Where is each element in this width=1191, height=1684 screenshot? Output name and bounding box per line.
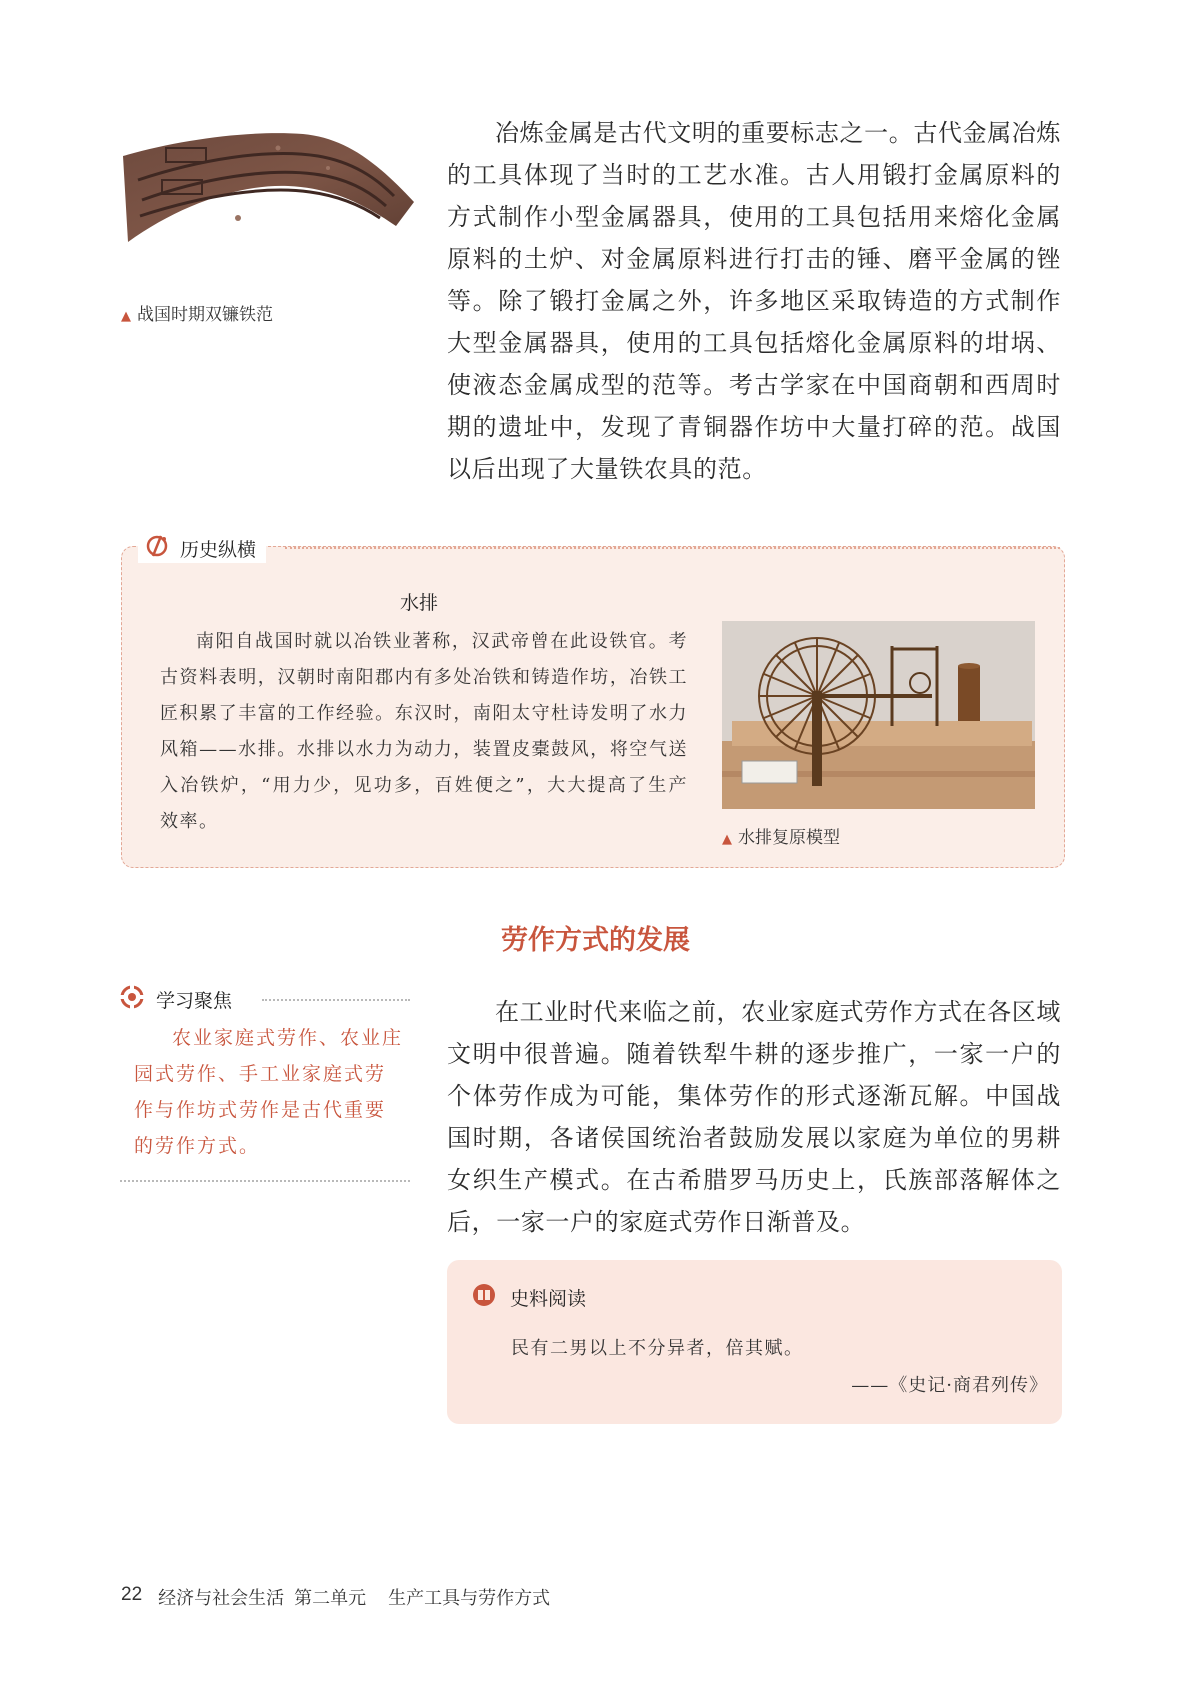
source-quote: 民有二男以上不分异者，倍其赋。 <box>511 1338 804 1359</box>
waterwheel-model-photo <box>722 621 1035 809</box>
learning-focus-text: 农业家庭式劳作、农业庄园式劳作、手工业家庭式劳作与作坊式劳作是古代重要的劳作方式。 <box>134 1027 404 1157</box>
learning-focus-bottom-divider <box>120 1180 410 1182</box>
source-reading-label: 史料阅读 <box>510 1287 587 1310</box>
caption-triangle-icon: ▲ <box>121 309 131 324</box>
mold-caption: ▲ 战国时期双镰铁范 <box>121 305 273 325</box>
history-icon <box>144 533 170 563</box>
paragraph-metal-smelting: 冶炼金属是古代文明的重要标志之一。古代金属冶炼的工具体现了当时的工艺水准。古人用锻打金属原料的方式制作小型金属器具，使用的工具包括用来熔化金属原料的土炉、对金属原料进行打击的锤、磨平金属的锉等。除了锻打金属之外，许多地区采取铸造的方式制作大型金属器具，使用的工具包括熔化金属原料的坩埚、使液态金属成型的范等。考古学家在中国商朝和西周时期的遗址中，发现了青铜器作坊中大量打碎的范。战国以后出现了大量铁农具的范。 <box>447 119 1061 483</box>
unit-label: 第二单元 <box>294 1588 367 1609</box>
history-box-text: 南阳自战国时就以冶铁业著称，汉武帝曾在此设铁官。考古资料表明，汉朝时南阳郡内有多处冶铁和铸造作坊，冶铁工匠积累了丰富的工作经验。东汉时，南阳太守杜诗发明了水力风箱——水排。水排以水力为动力，装置皮橐鼓风，将空气送入冶铁炉，“用力少，见功多，百姓便之”，大大提高了生产效率。 <box>160 631 688 832</box>
learning-focus-label: 学习聚焦 <box>156 989 233 1012</box>
source-citation: ——《史记·商君列传》 <box>851 1375 1048 1396</box>
section-heading: 劳作方式的发展 <box>501 925 690 956</box>
unit-title: 生产工具与劳作方式 <box>388 1588 551 1609</box>
target-icon <box>120 985 144 1013</box>
book-icon <box>472 1283 496 1311</box>
source-reading-header <box>472 1283 586 1311</box>
waterwheel-caption: ▲ 水排复原模型 <box>722 828 840 848</box>
learning-focus-divider <box>262 999 410 1001</box>
iron-mold-photo <box>118 118 418 268</box>
learning-focus-header <box>120 985 232 1013</box>
caption-triangle-icon: ▲ <box>722 832 732 847</box>
history-box-header <box>138 533 266 563</box>
paragraph-labor-methods: 在工业时代来临之前，农业家庭式劳作方式在各区域文明中很普遍。随着铁犁牛耕的逐步推广，一家一户的个体劳作成为可能，集体劳作的形式逐渐瓦解。中国战国时期，各诸侯国统治者鼓励发展以家庭为单位的男耕女织生产模式。在古希腊罗马历史上，氏族部落解体之后，一家一户的家庭式劳作日渐普及。 <box>447 998 1061 1236</box>
history-box-divider <box>285 547 1060 549</box>
book-title: 经济与社会生活 <box>158 1588 285 1609</box>
page-footer <box>121 1584 550 1610</box>
page-number: 22 <box>121 1584 143 1605</box>
history-box-title: 水排 <box>400 592 439 614</box>
history-box-label: 历史纵横 <box>180 538 257 561</box>
